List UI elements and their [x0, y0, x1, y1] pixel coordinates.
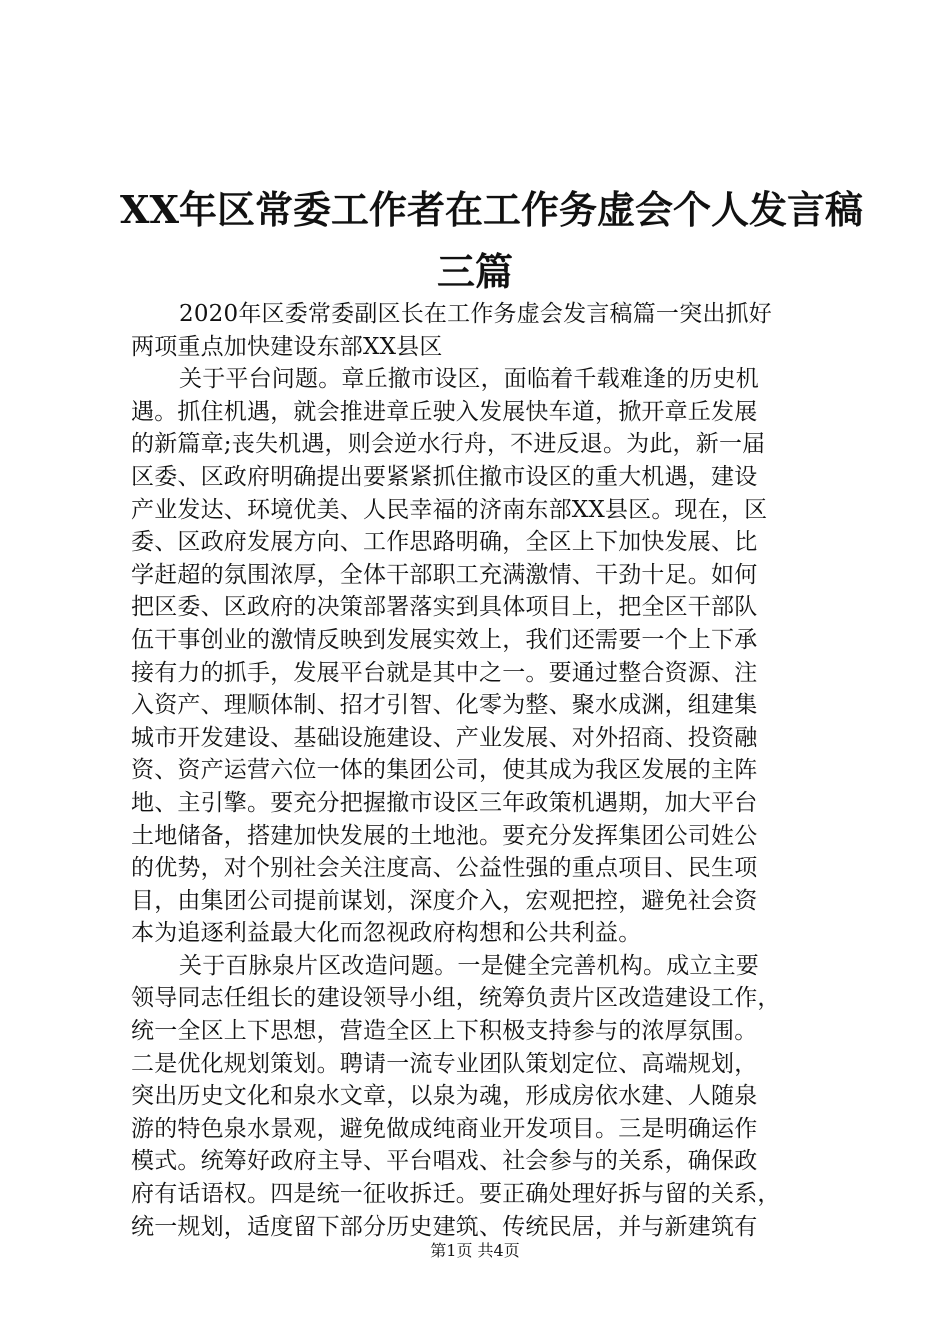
body-line: 游的特色泉水景观，避免做成纯商业开发项目。三是明确运作: [131, 1115, 758, 1142]
document-title-line-1: XX年区常委工作者在工作务虚会个人发言稿: [120, 187, 863, 232]
body-line: 两项重点加快建设东部XX县区: [131, 333, 443, 360]
body-line: 关于平台问题。章丘撤市设区，面临着千载难逢的历史机: [179, 366, 759, 393]
body-line: 2020年区委常委副区长在工作务虚会发言稿篇一突出抓好: [179, 301, 772, 327]
body-line: 的新篇章;丧失机遇，则会逆水行舟，不进反退。为此，新一届: [131, 431, 766, 458]
body-line: 接有力的抓手，发展平台就是其中之一。要通过整合资源、注: [131, 659, 758, 686]
document-body: [131, 298, 841, 1243]
body-line: 产业发达、环境优美、人民幸福的济南东部XX县区。现在，区: [131, 496, 768, 523]
body-line: 学赶超的氛围浓厚，全体干部职工充满激情、干劲十足。如何: [131, 561, 758, 588]
body-line: 遇。抓住机遇，就会推进章丘驶入发展快车道，掀开章丘发展: [131, 398, 758, 425]
body-line: 突出历史文化和泉水文章，以泉为魂，形成房依水建、人随泉: [131, 1083, 758, 1110]
body-line: 入资产、理顺体制、招才引智、化零为整、聚水成渊，组建集: [131, 692, 758, 719]
body-line: 统一规划，适度留下部分历史建筑、传统民居，并与新建筑有: [131, 1213, 758, 1240]
body-line: 土地储备，搭建加快发展的土地池。要充分发挥集团公司姓公: [131, 822, 758, 849]
body-line: 地、主引擎。要充分把握撤市设区三年政策机遇期，加大平台: [131, 789, 758, 816]
body-line: 委、区政府发展方向、工作思路明确，全区上下加快发展、比: [131, 529, 758, 556]
body-line: 把区委、区政府的决策部署落实到具体项目上，把全区干部队: [131, 594, 758, 621]
page-footer: 第1页 共4页: [430, 1241, 520, 1260]
document-title-line-2: 三篇: [436, 249, 513, 294]
body-line: 二是优化规划策划。聘请一流专业团队策划定位、高端规划，: [131, 1050, 758, 1077]
body-line: 区委、区政府明确提出要紧紧抓住撤市设区的重大机遇，建设: [131, 463, 758, 490]
body-line: 目，由集团公司提前谋划，深度介入，宏观把控，避免社会资: [131, 887, 758, 914]
body-line: 模式。统筹好政府主导、平台唱戏、社会参与的关系，确保政: [131, 1148, 758, 1175]
body-line: 关于百脉泉片区改造问题。一是健全完善机构。成立主要: [179, 952, 759, 979]
body-line: 本为追逐利益最大化而忽视政府构想和公共利益。: [131, 920, 642, 947]
body-line: 资、资产运营六位一体的集团公司，使其成为我区发展的主阵: [131, 757, 758, 784]
body-line: 伍干事创业的激情反映到发展实效上，我们还需要一个上下承: [131, 626, 758, 653]
body-line: 城市开发建设、基础设施建设、产业发展、对外招商、投资融: [131, 724, 758, 751]
body-line: 统一全区上下思想，营造全区上下积极支持参与的浓厚氛围。: [131, 1018, 758, 1045]
body-line: 的优势，对个别社会关注度高、公益性强的重点项目、民生项: [131, 855, 758, 882]
body-line: 领导同志任组长的建设领导小组，统筹负责片区改造建设工作，: [131, 985, 781, 1012]
body-line: 府有话语权。四是统一征收拆迁。要正确处理好拆与留的关系，: [131, 1181, 781, 1208]
